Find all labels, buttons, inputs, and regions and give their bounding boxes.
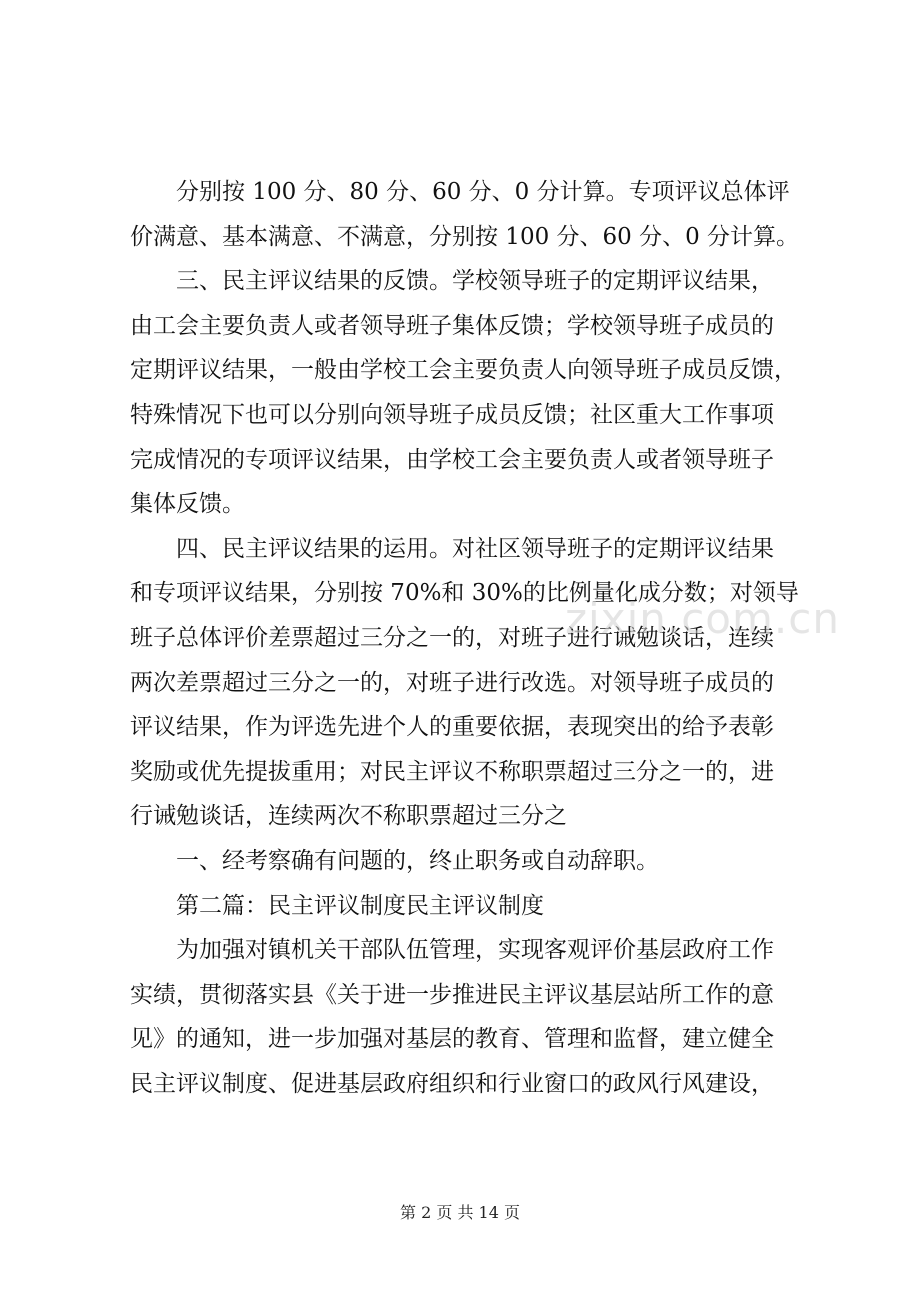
text-line-16: 一、经考察确有问题的，终止职务或自动辞职。: [130, 847, 659, 874]
text-line-14: 奖励或优先提拔重用；对民主评议不称职票超过三分之一的，进: [130, 758, 774, 785]
text-line-3: 三、民主评议结果的反馈。学校领导班子的定期评议结果，: [130, 268, 774, 295]
text-line-9: 四、民主评议结果的运用。对社区领导班子的定期评议结果: [130, 535, 774, 562]
text-line-7: 完成情况的专项评议结果，由学校工会主要负责人或者领导班子: [130, 446, 774, 473]
text-line-11: 班子总体评价差票超过三分之一的，对班子进行诫勉谈话，连续: [130, 624, 774, 651]
text-line-6: 特殊情况下也可以分别向领导班子成员反馈；社区重大工作事项: [130, 401, 774, 428]
text-line-13: 评议结果，作为评选先进个人的重要依据，表现突出的给予表彰: [130, 714, 774, 741]
text-line-20: 见》的通知，进一步加强对基层的教育、管理和监督，建立健全: [130, 1026, 774, 1053]
text-line-1: 分别按 100 分、80 分、60 分、0 分计算。专项评议总体评: [130, 179, 790, 205]
text-line-21: 民主评议制度、促进基层政府组织和行业窗口的政风行风建设，: [130, 1070, 774, 1097]
text-line-19: 实绩，贯彻落实县《关于进一步推进民主评议基层站所工作的意: [130, 981, 774, 1008]
text-line-4: 由工会主要负责人或者领导班子集体反馈；学校领导班子成员的: [130, 312, 774, 339]
text-line-17: 第二篇：民主评议制度民主评议制度: [130, 892, 544, 919]
text-line-18: 为加强对镇机关干部队伍管理，实现客观评价基层政府工作: [130, 937, 774, 964]
text-line-12: 两次差票超过三分之一的，对班子进行改选。对领导班子成员的: [130, 669, 774, 696]
page-footer: 第 2 页 共 14 页: [400, 1203, 520, 1222]
text-line-15: 行诫勉谈话，连续两次不称职票超过三分之: [130, 803, 567, 830]
text-line-2: 价满意、基本满意、不满意，分别按 100 分、60 分、0 分计算。: [130, 223, 800, 250]
watermark: zixin.com.cn: [565, 594, 840, 643]
text-line-8: 集体反馈。: [130, 491, 245, 518]
text-line-10: 和专项评议结果，分别按 70%和 30%的比例量化成分数；对领导: [130, 580, 799, 607]
text-line-5: 定期评议结果，一般由学校工会主要负责人向领导班子成员反馈，: [130, 357, 797, 384]
